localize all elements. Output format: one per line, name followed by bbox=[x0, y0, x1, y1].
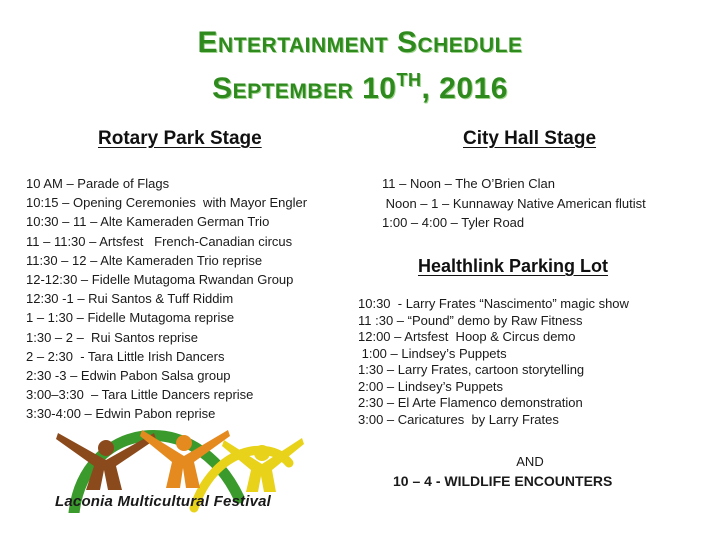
healthlink-schedule bbox=[358, 296, 629, 428]
city-hall-heading: City Hall Stage bbox=[463, 128, 597, 149]
healthlink-schedule-item: 12:00 – Artsfest Hoop & Circus demo bbox=[358, 329, 576, 344]
healthlink-schedule-item: 10:30 - Larry Frates “Nascimento” magic show bbox=[358, 296, 629, 311]
date-year: , 2016 bbox=[421, 72, 508, 105]
rotary-schedule-item: 12-12:30 – Fidelle Mutagoma Rwandan Group bbox=[26, 271, 294, 287]
schedule-title: Entertainment Schedule bbox=[197, 26, 523, 59]
date-main: September 10 bbox=[212, 72, 397, 105]
city-hall-schedule bbox=[382, 174, 646, 233]
healthlink-schedule-item: 1:30 – Larry Frates, cartoon storytelling bbox=[358, 362, 585, 377]
healthlink-schedule-item: 11 :30 – “Pound” demo by Raw Fitness bbox=[358, 312, 583, 328]
rotary-schedule-item: 10:15 – Opening Ceremonies with Mayor Engler bbox=[26, 195, 308, 211]
rotary-schedule-item: 11:30 – 12 – Alte Kameraden Trio reprise bbox=[26, 252, 263, 268]
date-ordinal: TH bbox=[396, 70, 422, 90]
healthlink-schedule-item: 2:00 – Lindsey’s Puppets bbox=[358, 378, 504, 394]
rotary-schedule-item: 2:30 -3 – Edwin Pabon Salsa group bbox=[26, 367, 231, 383]
rotary-schedule-item: 3:00–3:30 – Tara Little Dancers reprise bbox=[26, 387, 254, 403]
rotary-schedule-item: 1:30 – 2 – Rui Santos reprise bbox=[26, 329, 198, 345]
rotary-park-heading: Rotary Park Stage bbox=[98, 128, 262, 149]
city-hall-schedule-item: 11 – Noon – The O’Brien Clan bbox=[382, 176, 555, 191]
rotary-schedule-item: 1 – 1:30 – Fidelle Mutagoma reprise bbox=[26, 310, 235, 326]
brown-figure bbox=[56, 433, 156, 490]
schedule-date bbox=[0, 70, 720, 106]
wildlife-encounters: 10 – 4 - WILDLIFE ENCOUNTERS bbox=[393, 473, 613, 489]
city-hall-schedule-item: 1:00 – 4:00 – Tyler Road bbox=[382, 215, 525, 230]
rotary-park-schedule bbox=[26, 174, 307, 423]
healthlink-schedule-item: 1:00 – Lindsey’s Puppets bbox=[358, 345, 507, 361]
healthlink-heading: Healthlink Parking Lot bbox=[418, 256, 609, 276]
festival-logo-text: Laconia Multicultural Festival bbox=[55, 493, 272, 510]
rotary-schedule-item: 12:30 -1 – Rui Santos & Tuff Riddim bbox=[26, 291, 234, 307]
healthlink-schedule-item: 3:00 – Caricatures by Larry Frates bbox=[358, 411, 559, 427]
city-hall-schedule-item: Noon – 1 – Kunnaway Native American flutist bbox=[382, 195, 646, 211]
rotary-schedule-item: 2 – 2:30 - Tara Little Irish Dancers bbox=[26, 348, 225, 364]
rotary-schedule-item: 3:30-4:00 – Edwin Pabon reprise bbox=[26, 406, 216, 422]
healthlink-schedule-item: 2:30 – El Arte Flamenco demonstration bbox=[358, 395, 583, 410]
rotary-schedule-item: 10 AM – Parade of Flags bbox=[26, 176, 170, 191]
rotary-schedule-item: 10:30 – 11 – Alte Kameraden German Trio bbox=[26, 214, 270, 230]
and-label: AND bbox=[516, 454, 544, 469]
rotary-schedule-item: 11 – 11:30 – Artsfest French-Canadian circus bbox=[26, 233, 293, 249]
